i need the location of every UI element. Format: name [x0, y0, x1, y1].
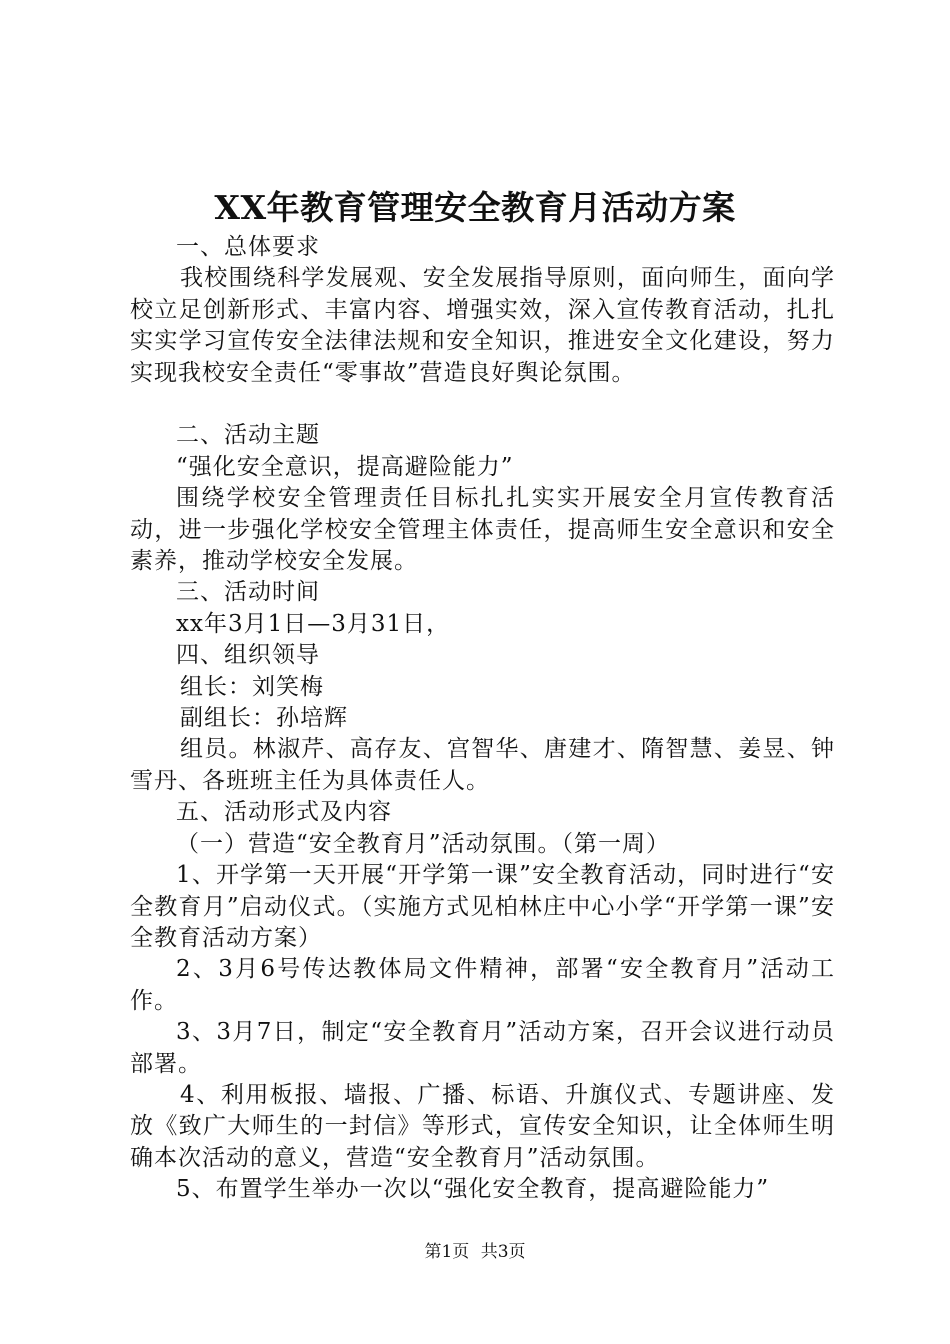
group-leader: 组长：刘笑梅 — [180, 673, 324, 700]
subsection-heading-atmosphere: （一）营造“安全教育月”活动氛围。（第一周） — [176, 830, 671, 857]
paragraph-general-requirements: 我校围绕科学发展观、安全发展指导原则，面向师生，面向学校立足创新形式、丰富内容、增强实效，深入宣传教育活动，扎扎实实学习宣传安全法律法规和安全知识，推进安全文化建设，努力实现我校安全责任“零事故”营造良好舆论氛围。 — [130, 265, 835, 386]
theme-slogan: “强化安全意识，提高避险能力” — [176, 453, 514, 480]
section-heading-theme: 二、活动主题 — [176, 422, 320, 449]
group-members: 组员。林淑芹、高存友、宫智华、唐建才、隋智慧、姜昱、钟雪丹、各班班主任为具体责任人。 — [130, 736, 835, 794]
section-heading-leadership: 四、组织领导 — [176, 642, 320, 669]
list-item-2: 2、3月6号传达教体局文件精神，部署“安全教育月”活动工作。 — [130, 956, 835, 1014]
deputy-group-leader: 副组长：孙培辉 — [180, 705, 348, 732]
list-item-3: 3、3月7日，制定“安全教育月”活动方案，召开会议进行动员部署。 — [130, 1019, 835, 1077]
section-heading-time: 三、活动时间 — [176, 579, 320, 606]
document-body — [130, 232, 835, 1206]
list-item-5: 5、布置学生举办一次以“强化安全教育，提高避险能力” — [176, 1176, 770, 1203]
activity-dates: xx年3月1日—3月31日， — [176, 610, 451, 637]
list-item-4: 4、利用板报、墙报、广播、标语、升旗仪式、专题讲座、发放《致广大师生的一封信》等形式，宣传安全知识，让全体师生明确本次活动的意义，营造“安全教育月”活动氛围。 — [130, 1081, 835, 1171]
section-heading-forms-content: 五、活动形式及内容 — [176, 799, 392, 826]
list-item-1: 1、开学第一天开展“开学第一课”安全教育活动，同时进行“安全教育月”启动仪式。（实施方式见柏林庄中心小学“开学第一课”安全教育活动方案） — [130, 862, 835, 951]
page-footer — [0, 1240, 950, 1264]
section-heading-general-requirements: 一、总体要求 — [176, 234, 320, 260]
blank-line — [130, 389, 835, 420]
document-title: XX年教育管理安全教育月活动方案 — [214, 188, 736, 227]
page-number: 第1页 — [424, 1242, 470, 1262]
page-total: 共3页 — [480, 1242, 526, 1262]
paragraph-theme: 围绕学校安全管理责任目标扎扎实实开展安全月宣传教育活动，进一步强化学校安全管理主体责任，提高师生安全意识和安全素养，推动学校安全发展。 — [130, 485, 835, 575]
